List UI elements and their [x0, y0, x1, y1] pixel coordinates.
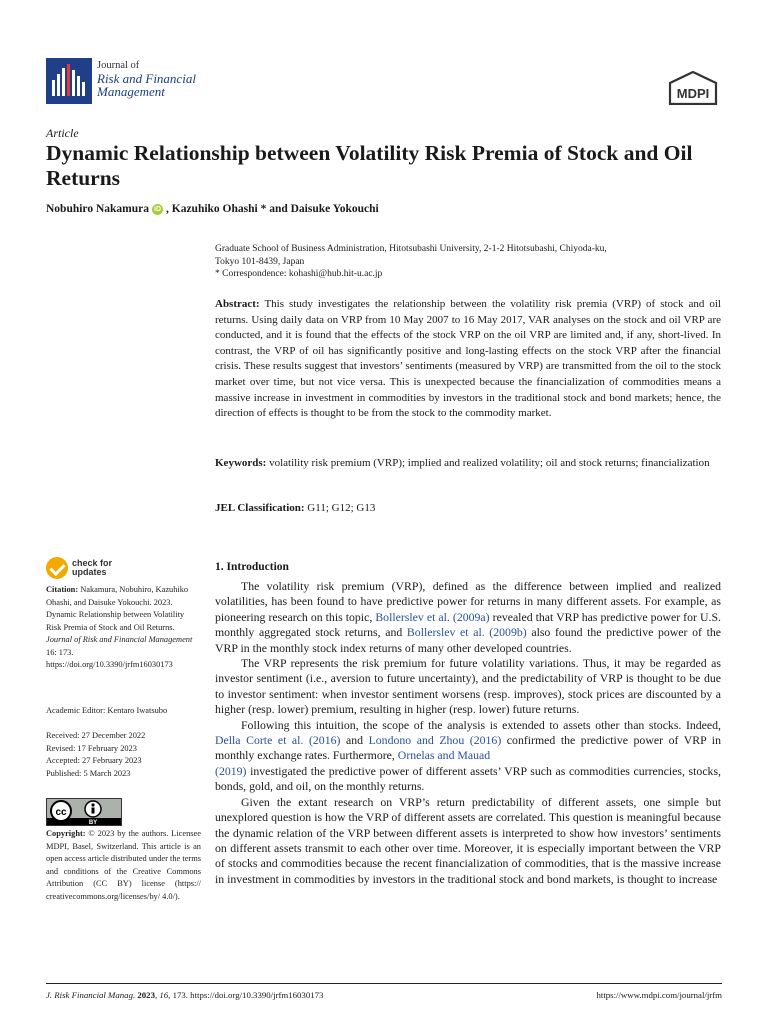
citation-block: [46, 584, 201, 672]
check-line2: updates: [72, 567, 107, 577]
copyright-text: © 2023 by the authors. Licensee MDPI, Basel, Switzerland. This article is an open access article distributed under the terms and conditions of the Creative Commons Attribution (CC BY) license (https:// creativecommons.org/licenses/by/ 4.0/).: [46, 829, 201, 901]
jel-label: JEL Classification:: [215, 502, 305, 514]
keywords-text: volatility risk premium (VRP); implied and realized volatility; oil and stock returns; financialization: [266, 457, 710, 469]
copyright-block: [46, 828, 201, 903]
p3-text-2: confirmed the predictive power of VRP in monthly exchange rates. Furthermore,: [215, 733, 721, 763]
footer-year: 2023: [137, 990, 155, 1000]
citation-text: Nakamura, Nobuhiro, Kazuhiko Ohashi, and Daisuke Yokouchi. 2023. Dynamic Relationship between Volatility Risk Premia of Stock and Oil Returns.: [46, 585, 189, 632]
paragraph-4: Given the extant research on VRP’s return predictability of different assets, one simple but unexplored question is how the VRP of different assets are correlated. This question is meaningful because the dynamic relation of the VRP between different assets is interpreted to show how investors’ sentiments on different assets transmit to each other over time. Moreover, it is especially important between the VRP of stocks and commodities because the recent financialization of commodities, that is the massive increase in investment in commodities by investors in the traditional stock and bond markets, is thought to increase: [215, 794, 721, 886]
section-heading: 1. Introduction: [215, 561, 289, 573]
check-icon: [46, 557, 68, 579]
citation-label: Citation:: [46, 585, 79, 594]
p1-text-3: also found the predictive power of the VRP in the monthly stock index returns of many other developed countries.: [215, 625, 721, 655]
affiliation-line2: Tokyo 101-8439, Japan: [215, 256, 305, 267]
paper-title: Dynamic Relationship between Volatility Risk Premia of Stock and Oil Returns: [46, 141, 693, 190]
dates-block: [46, 730, 201, 780]
footer-citation: J. Risk Financial Manag. 2023, 16, 173. https://doi.org/10.3390/jrfm16030173: [46, 990, 324, 1000]
paragraph-3: [215, 718, 721, 795]
article-type: Article: [46, 126, 79, 140]
p3-text-3: investigated the predictive power of different assets’ VRP such as commodities currencies, stocks, bonds, gold, and oil, on the monthly returns.: [215, 763, 721, 794]
cite-bollerslev-2009a[interactable]: Bollerslev et al. (2009a): [375, 609, 490, 624]
journal-line1: Risk and Financial: [97, 71, 196, 86]
author-1[interactable]: Nobuhiro Nakamura: [46, 203, 149, 215]
journal-name: [97, 59, 196, 98]
revised-date: Revised: 17 February 2023: [46, 743, 137, 753]
affiliation-line1: Graduate School of Business Administration, Hitotsubashi University, 2-1-2 Hitotsubashi, Chiyoda-ku,: [215, 244, 607, 254]
footer-url[interactable]: https://www.mdpi.com/journal/jrfm: [596, 990, 722, 1000]
journal-logo: [46, 58, 92, 104]
cite-ornelas-mauad[interactable]: Ornelas and Mauad (2019): [215, 748, 491, 778]
svg-text:cc: cc: [55, 807, 67, 818]
introduction-body: [215, 579, 721, 887]
footer-volume: 16: [159, 990, 169, 1000]
citation-journal: Journal of Risk and Financial Management: [46, 635, 193, 644]
jel-text: G11; G12; G13: [304, 502, 376, 514]
cc-by-label: BY: [88, 820, 98, 826]
check-line1: check for: [72, 557, 113, 568]
check-for-updates-label: [72, 559, 112, 578]
cite-bollerslev-2009b[interactable]: Bollerslev et al. (2009b): [406, 625, 527, 640]
abstract-text: This study investigates the relationship between the volatility risk premia (VRP) of stock and oil returns. Using daily data on VRP from 10 May 2007 to 16 May 2017, VAR analyses on the stock and oil VRP are conducted, and it is found that the effects of the stock VRP on the oil VRP are limited and, if any, short-lived. In contrast, the VRP of oil has significantly positive and long-lasting effects on the stock VRP after the financial crisis. These results suggest that investors’ sentiments (measured by VRP) are transmitted from the oil to the stock market over time, but not vice versa. This is unexpected because the financialization of commodities means a massive increase in investment in commodities by investors in the traditional stock and bond markets; hence, the direction of effects is thought to be from the stock to the commodity market.: [215, 298, 721, 420]
paragraph-2: The VRP represents the risk premium for future volatility variations. Thus, it may be regarded as investor sentiment (i.e., aversion to future uncertainty), and the predictability of VRP is thought to be due to investor sentiment: when investor sentiment worsens (resp. improves), stock prices are discounted by a higher (resp. lower) premium, resulting in higher (resp. lower) future returns.: [215, 656, 721, 717]
published-date: Published: 5 March 2023: [46, 768, 131, 778]
correspondence: * Correspondence: kohashi@hub.hit-u.ac.jp: [215, 269, 383, 279]
abstract: [215, 297, 721, 422]
p3-text: Following this intuition, the scope of the analysis is extended to assets other than stocks. Indeed,: [241, 717, 721, 732]
author-list: [46, 203, 379, 215]
keywords-label: Keywords:: [215, 457, 267, 469]
mdpi-logo: [666, 71, 720, 105]
p1-text-2: revealed that VRP has predictive power for U.S. monthly aggregated stock returns, and: [215, 609, 721, 640]
footer-journal: J. Risk Financial Manag.: [46, 990, 136, 1000]
cc-by-license-icon[interactable]: [46, 798, 122, 826]
jel-classification: [215, 501, 721, 517]
p3-and: and: [340, 733, 369, 748]
citation-doi[interactable]: 16: 173. https://doi.org/10.3390/jrfm16030173: [46, 647, 173, 669]
check-for-updates-button[interactable]: [46, 557, 112, 579]
cite-londono-zhou[interactable]: Londono and Zhou (2016): [368, 733, 502, 748]
keywords: [215, 456, 721, 472]
journal-of: Journal of: [97, 60, 140, 71]
mdpi-logo-text: MDPI: [676, 86, 710, 101]
copyright-label: Copyright:: [46, 829, 86, 838]
paragraph-1: [215, 579, 721, 656]
academic-editor: Academic Editor: Kentaro Iwatsubo: [46, 706, 168, 715]
affiliation: [215, 243, 715, 281]
journal-line2: Management: [97, 84, 165, 99]
orcid-icon[interactable]: iD: [154, 205, 161, 213]
received-date: Received: 27 December 2022: [46, 731, 146, 740]
p1-text: The volatility risk premium (VRP), defined as the difference between implied and realized volatilities, has been found to have predictive power for returns in many different assets. For example, as pioneering research on this topic,: [215, 579, 721, 624]
footer-divider: [46, 983, 722, 984]
abstract-label: Abstract:: [215, 298, 260, 310]
footer-doi[interactable]: , 173. https://doi.org/10.3390/jrfm16030173: [168, 990, 324, 1000]
accepted-date: Accepted: 27 February 2023: [46, 756, 142, 765]
cite-della-corte[interactable]: Della Corte et al. (2016): [215, 733, 341, 748]
author-rest: , Kazuhiko Ohashi * and Daisuke Yokouchi: [166, 203, 379, 215]
